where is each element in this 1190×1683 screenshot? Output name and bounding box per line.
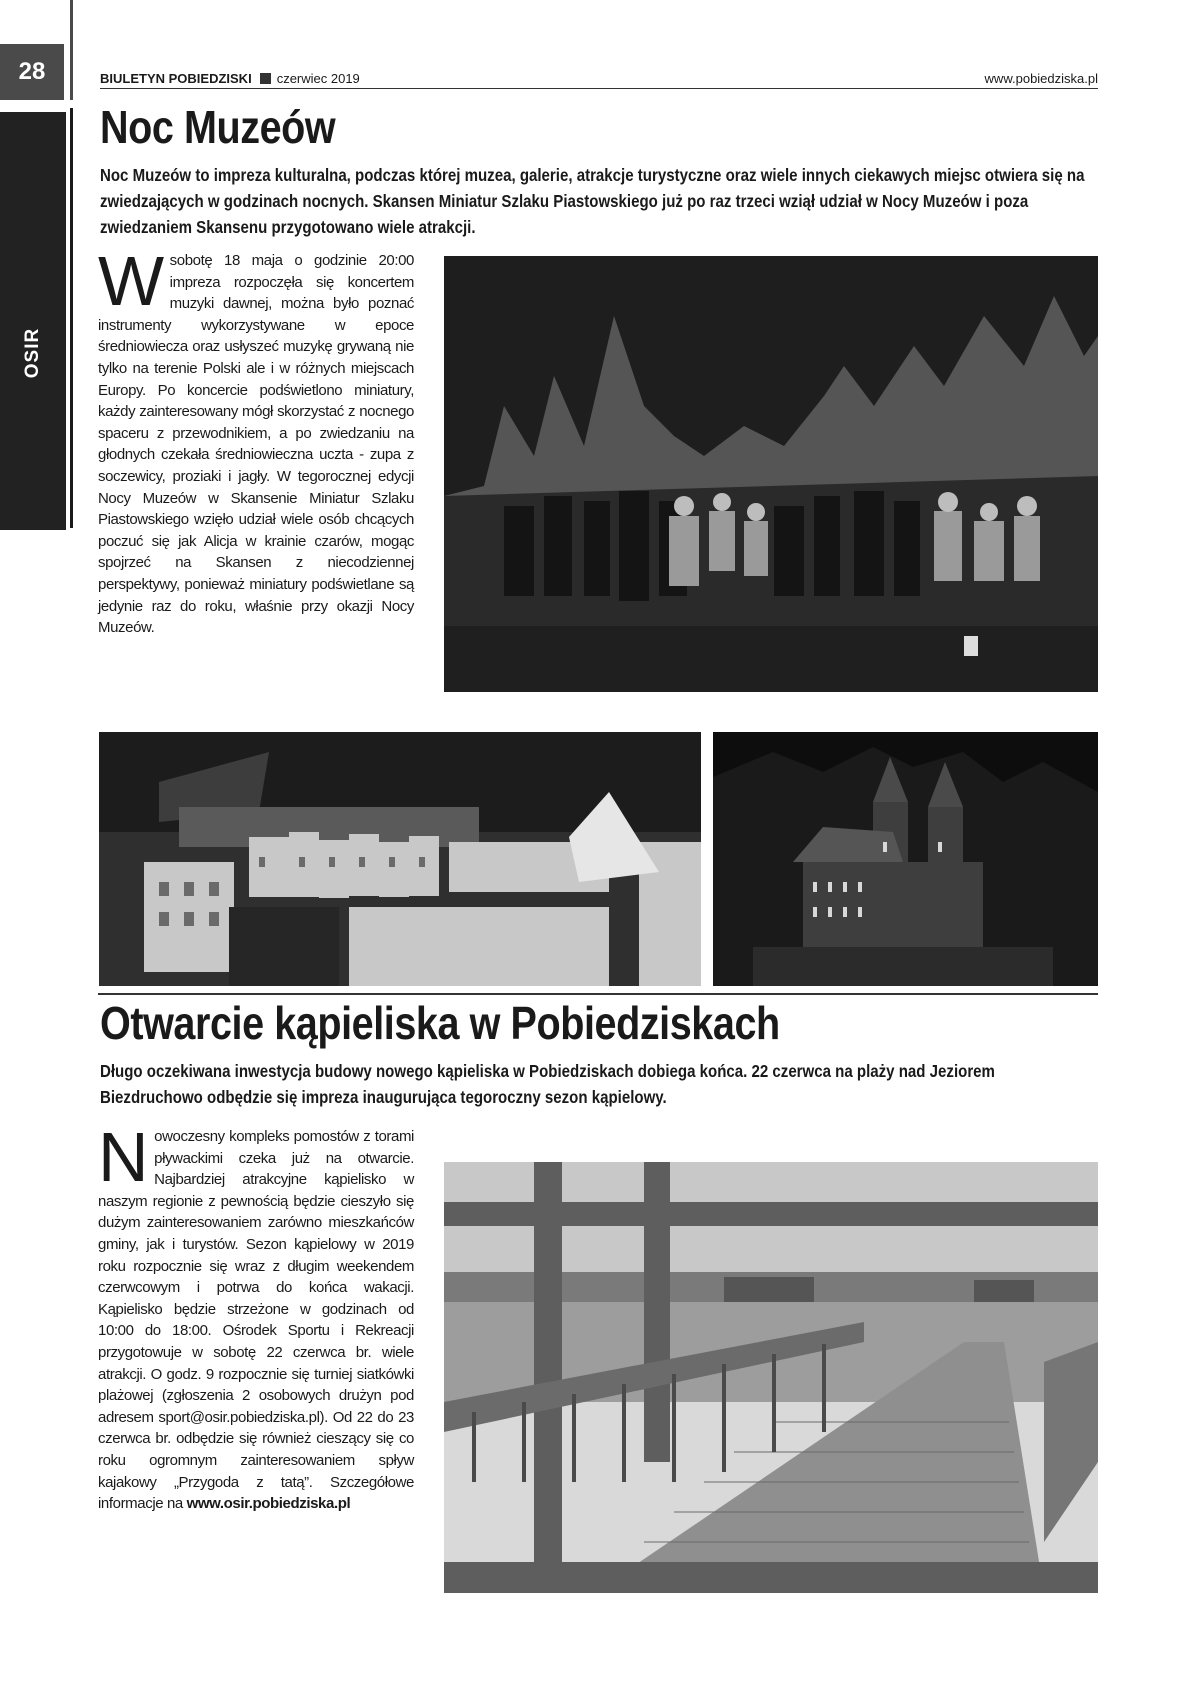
issue-date: czerwiec 2019	[276, 71, 360, 86]
running-header	[100, 68, 1098, 89]
header-publication-group	[100, 71, 360, 86]
article1-dropcap: W	[98, 242, 164, 320]
article2-title: Otwarcie kąpieliska w Pobiedziskach	[100, 997, 780, 1049]
osir-website-link[interactable]: www.osir.pobiedziska.pl	[186, 1495, 351, 1513]
website-url: www.pobiedziska.pl	[984, 71, 1098, 86]
article2-body	[98, 1118, 414, 1515]
section-label: OSIR	[22, 327, 43, 379]
photo-miniature-town	[99, 732, 701, 986]
article1-title: Noc Muzeów	[100, 101, 336, 153]
margin-rule	[70, 0, 73, 100]
article1-body	[98, 242, 414, 639]
photo-cathedral-miniature	[713, 732, 1098, 986]
photo-night-crowd	[444, 256, 1098, 692]
margin-rule	[70, 108, 73, 528]
article2-body-text: owoczesny kompleks pomostów z torami pływackimi czeka już na otwarcie. Najbardziej atrakcyjne kąpielisko w naszym regionie z pewnością będzie cieszyło się dużym zainteresowaniem zarówno mieszkańców gminy, jak i turystów. Sezon kąpielowy w 2019 roku rozpocznie się wraz z długim weekendem czerwcowym i potrwa do końca wakacji. Kąpielisko będzie strzeżone w godzinach od 10:00 do 18:00. Ośrodek Sportu i Rekreacji przygotowuje w sobotę 22 czerwca br. wiele atrakcji. O godz. 9 rozpocznie się turniej siatkówki plażowej (zgłoszenia 2 osobowych drużyn pod adresem sport@osir.pobiedziska.pl). Od 22 do 23 czerwca br. odbędzie się również cieszący się co roku ogromnym zainteresowaniem spływ kajakowy „Przygoda z tatą”. Szczegółowe informacje na	[98, 1128, 414, 1513]
article2-dropcap: N	[98, 1118, 149, 1196]
publication-name: BIULETYN POBIEDZISKI	[100, 71, 252, 86]
page-number: 28	[0, 44, 64, 100]
section-tab	[0, 112, 66, 530]
article1-body-text: sobotę 18 maja o godzinie 20:00 impreza rozpoczęła się koncertem muzyki dawnej, można było poznać instrumenty wykorzystywane w epoce średniowiecza oraz usłyszeć muzykę grywaną nie tylko na terenie Polski ale i w różnych miejscach Europy. Po koncercie podświetlono miniatury, każdy zainteresowany mógł skorzystać z nocnego spaceru z przewodnikiem, a po zwiedzaniu na głodnych czekała średniowieczna uczta - zupa z soczewicy, proziaki i jagły. W tegorocznej edycji Nocy Muzeów w Skansenie Miniatur Szlaku Piastowskiego wzięło udział wiele osób chcących poczuć się jak Alicja w krainie czarów, mogąc spojrzeć na Skansen z niecodziennej perspektywy, ponieważ miniatury podświetlane są jedynie raz do roku, właśnie przy okazji Nocy Muzeów.	[98, 252, 414, 637]
photo-pier-complex	[444, 1162, 1098, 1593]
square-separator-icon	[260, 73, 271, 84]
article2-lead: Długo oczekiwana inwestycja budowy nowego kąpieliska w Pobiedziskach dobiega końca. 22 czerwca na plaży nad Jeziorem Biezdruchowo odbędzie się impreza inaugurująca tegoroczny sezon kąpielowy.	[100, 1061, 995, 1107]
article1-lead: Noc Muzeów to impreza kulturalna, podczas której muzea, galerie, atrakcje turystyczne oraz wiele innych ciekawych miejsc otwiera się na zwiedzających w godzinach nocnych. Skansen Miniatur Szlaku Piastowskiego już po raz trzeci wziął udział w Nocy Muzeów i poza zwiedzaniem Skansenu przygotowano wiele atrakcji.	[100, 165, 1085, 237]
article-divider	[98, 993, 1098, 995]
